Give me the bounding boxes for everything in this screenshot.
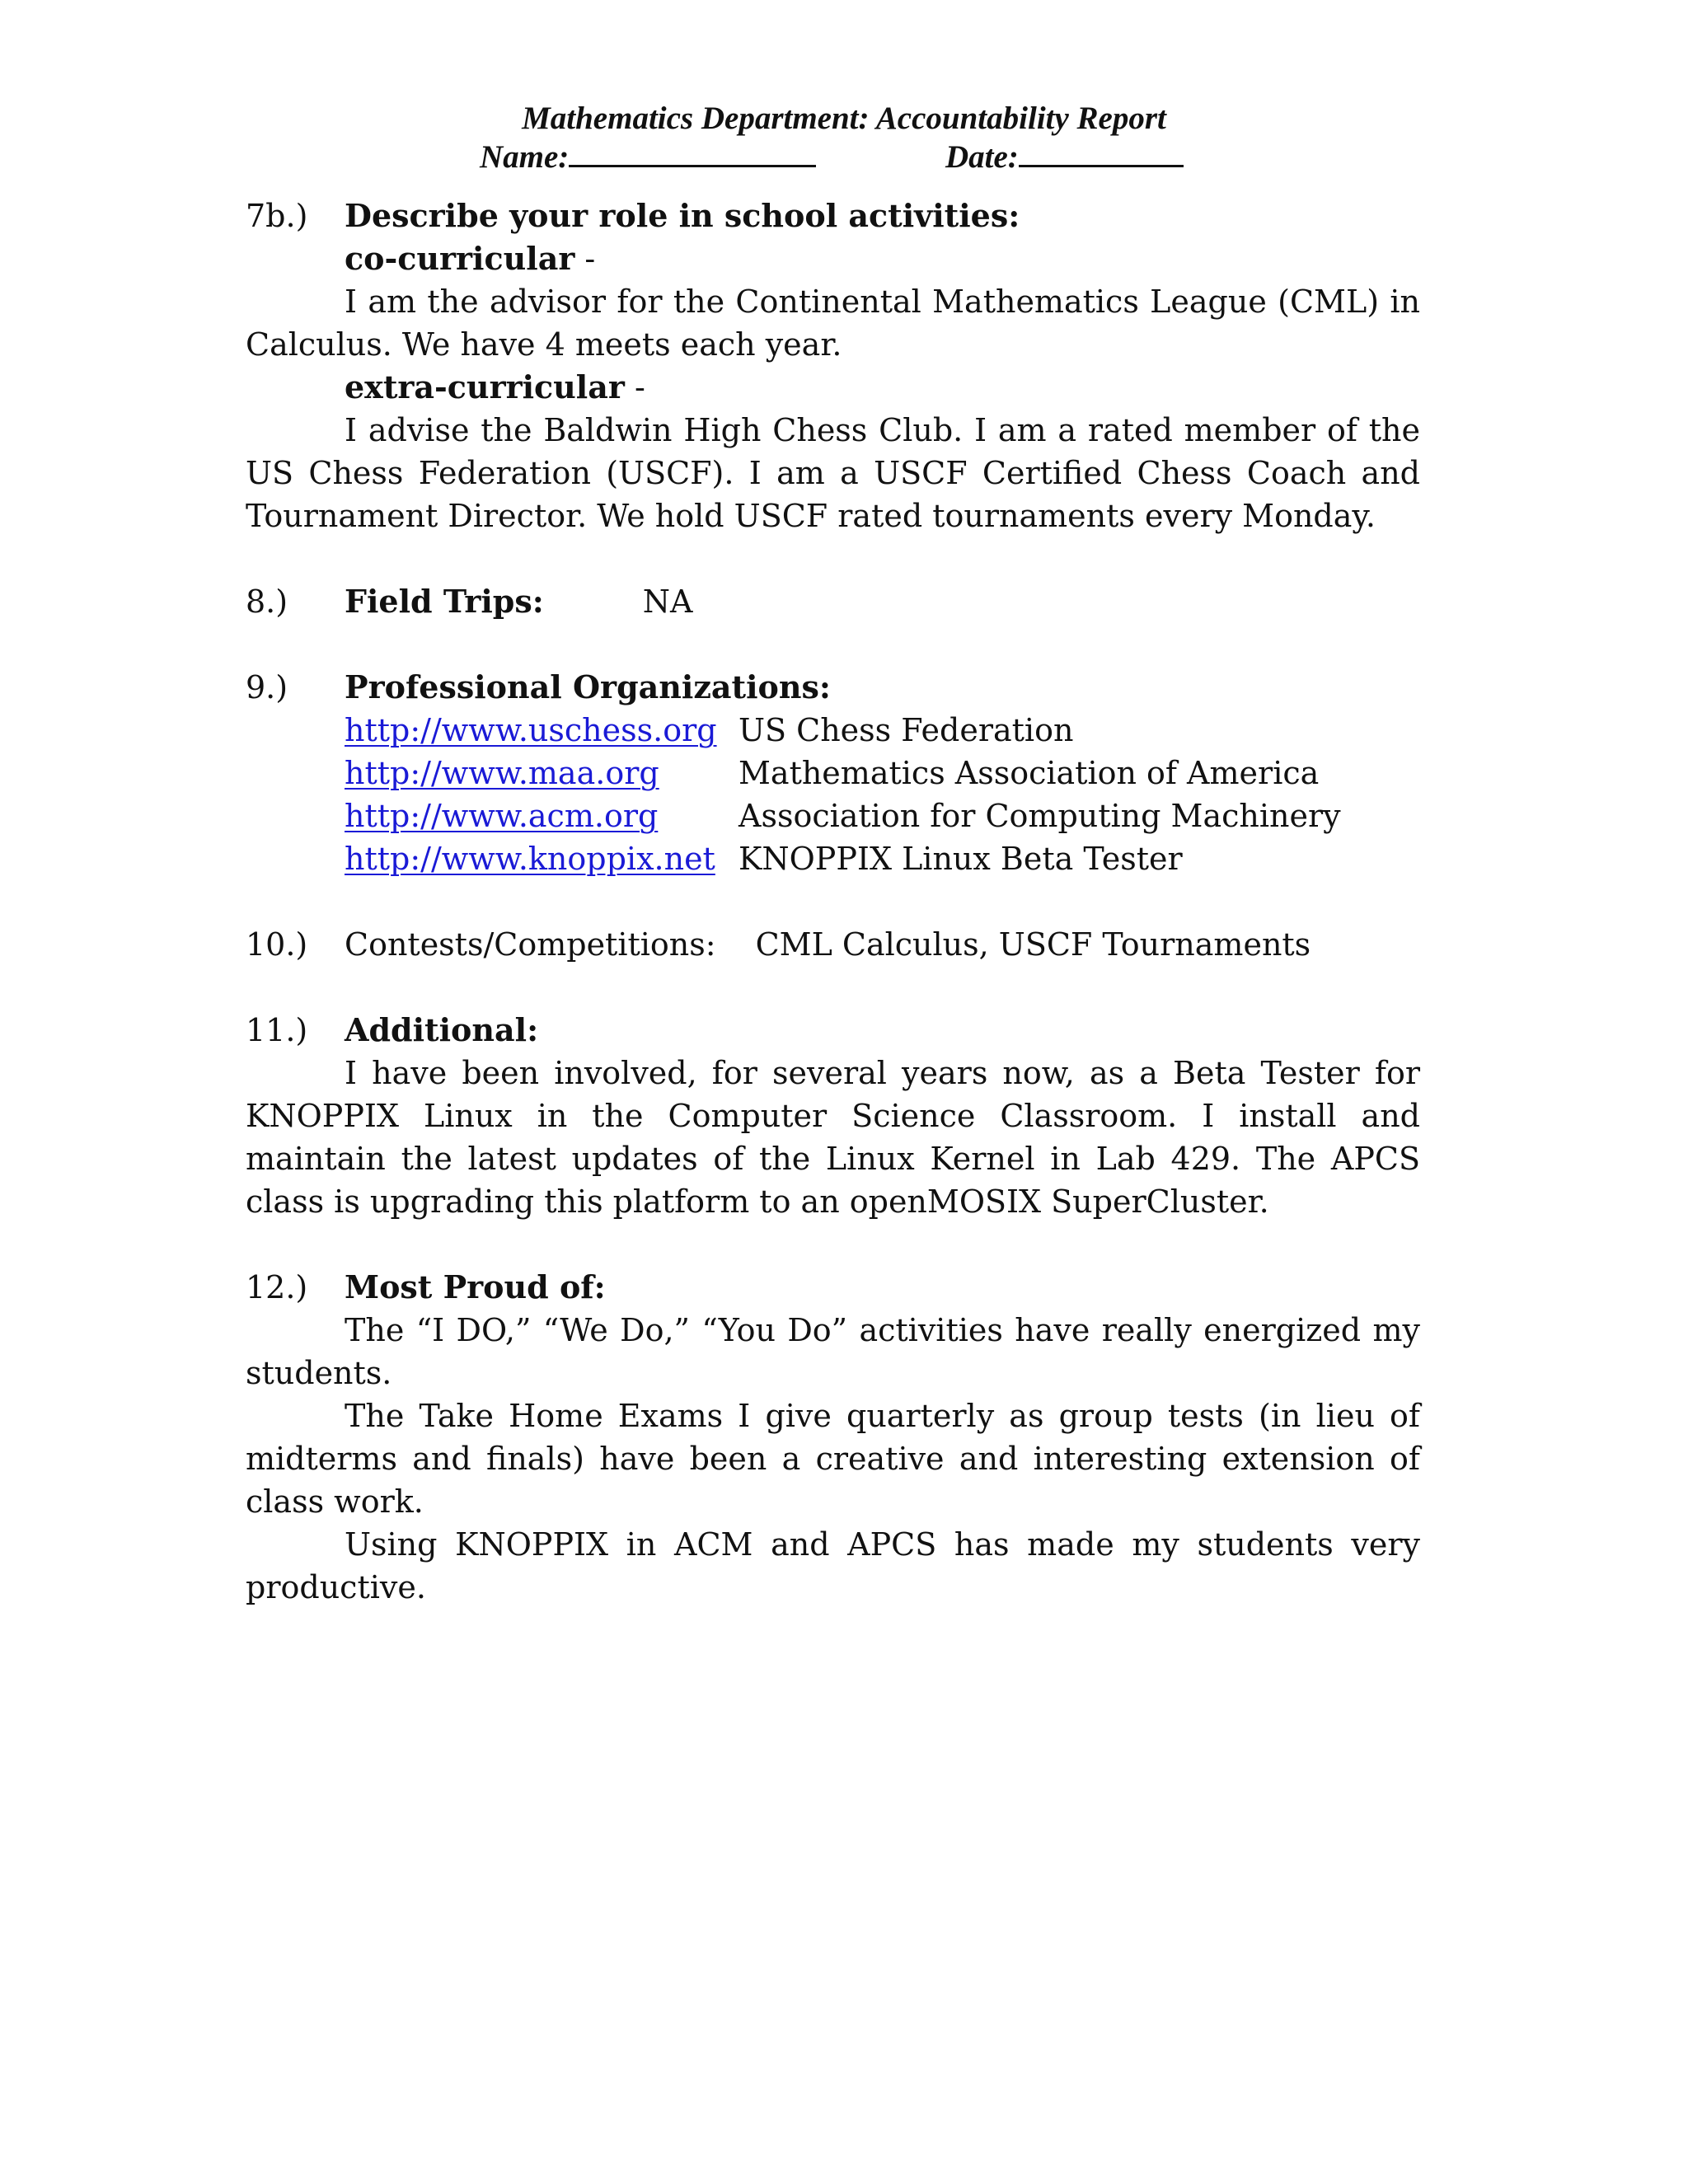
organizations-heading: Professional Organizations:: [345, 668, 831, 705]
org-name: Mathematics Association of America: [738, 755, 1320, 791]
section-7b: [246, 194, 1420, 537]
most-proud-heading: Most Proud of:: [345, 1268, 606, 1305]
section-10: [246, 923, 1420, 966]
field-trips-heading: Field Trips:: [345, 583, 544, 620]
org-row: [345, 837, 1420, 880]
contests-value: CML Calculus, USCF Tournaments: [755, 926, 1311, 963]
org-row: [345, 794, 1420, 837]
report-body: [246, 194, 1420, 1609]
section-number: 10.): [246, 926, 308, 963]
extra-curricular-label-line: [345, 366, 1420, 409]
co-curricular-text: I am the advisor for the Continental Mathematics League (CML) in Calculus. We have 4 meets each year.: [246, 284, 1420, 363]
date-label: Date:: [945, 139, 1019, 175]
proud-paragraph: The Take Home Exams I give quarterly as group tests (in lieu of midterms and finals) have been a creative and interesting extension of class work.: [246, 1398, 1420, 1520]
org-row: [345, 752, 1420, 794]
section-number: 9.): [246, 669, 288, 705]
org-link[interactable]: http://www.knoppix.net: [345, 841, 715, 877]
name-field: [480, 137, 816, 177]
org-name: Association for Computing Machinery: [738, 798, 1341, 834]
additional-text: I have been involved, for several years now, as a Beta Tester for KNOPPIX Linux in the Computer Science Classroom. I install and maintain the latest updates of the Linux Kernel in Lab 429. The APCS class is upgrading this platform to an openMOSIX SuperCluster.: [246, 1055, 1420, 1220]
date-blank: [1019, 137, 1184, 167]
report-title: Mathematics Department: Accountability Report: [522, 101, 1166, 136]
org-link[interactable]: http://www.maa.org: [345, 755, 659, 791]
section-number: 7b.): [246, 198, 308, 234]
org-name: KNOPPIX Linux Beta Tester: [738, 841, 1183, 877]
name-blank: [569, 137, 816, 167]
extra-curricular-label: extra-curricular: [345, 368, 625, 405]
co-curricular-label: co-curricular: [345, 240, 575, 277]
co-curricular-label-line: [345, 237, 1420, 280]
section-9: [246, 666, 1420, 880]
section-number: 8.): [246, 583, 288, 620]
section-number: 11.): [246, 1012, 308, 1048]
section-number: 12.): [246, 1269, 308, 1305]
contests-label: Contests/Competitions:: [345, 926, 716, 963]
extra-curricular-dash: -: [624, 369, 645, 405]
org-link[interactable]: http://www.uschess.org: [345, 712, 717, 748]
section-11: [246, 1009, 1420, 1223]
section-8: [246, 580, 1420, 623]
name-label: Name:: [480, 139, 570, 175]
field-trips-value: NA: [642, 583, 693, 620]
date-field: [945, 137, 1184, 177]
section-heading: Describe your role in school activities:: [345, 197, 1020, 234]
proud-paragraph: The “I DO,” “We Do,” “You Do” activities have really energized my students.: [246, 1312, 1420, 1391]
extra-curricular-text: I advise the Baldwin High Chess Club. I am a rated member of the US Chess Federation (USCF). I am a USCF Certified Chess Coach and Tournament Director. We hold USCF rated tournaments every Monday.: [246, 412, 1420, 534]
org-row: [345, 709, 1420, 752]
proud-paragraph: Using KNOPPIX in ACM and APCS has made my students very productive.: [246, 1526, 1420, 1605]
org-link[interactable]: http://www.acm.org: [345, 798, 659, 834]
additional-heading: Additional:: [345, 1011, 539, 1048]
org-name: US Chess Federation: [738, 712, 1074, 748]
co-curricular-dash: -: [574, 241, 596, 277]
section-12: [246, 1266, 1420, 1609]
